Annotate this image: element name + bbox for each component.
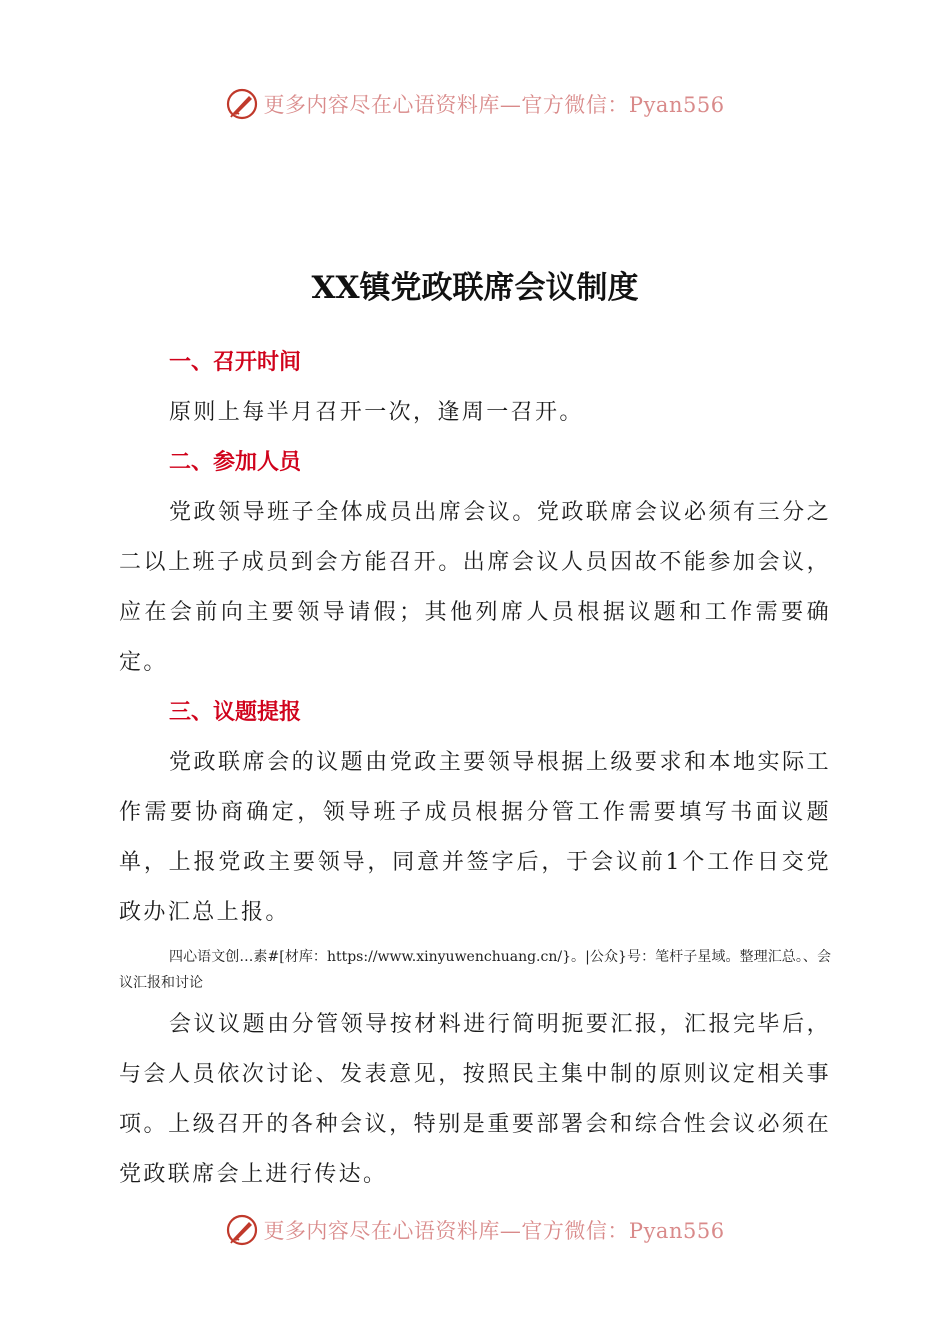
section-paragraph: 党政联席会的议题由党政主要领导根据上级要求和本地实际工作需要协商确定，领导班子成员根据分管工作需要填写书面议题单，上报党政主要领导，同意并签字后，于会议前1个工作日交党政办汇总上报。 bbox=[119, 750, 831, 925]
source-note: 四心语文创…素#[材库：https://www.xinyuwenchuang.cn/}。|公众}号：笔杆子星域。整理汇总。、会议汇报和讨论 bbox=[119, 949, 831, 991]
document-title: XX镇党政联席会议制度 bbox=[311, 270, 639, 306]
section-paragraph: 党政领导班子全体成员出席会议。党政联席会议必须有三分之二以上班子成员到会方能召开。出席会议人员因故不能参加会议，应在会前向主要领导请假；其他列席人员根据议题和工作需要确定。 bbox=[119, 500, 831, 675]
section-paragraph: 会议议题由分管领导按材料进行简明扼要汇报，汇报完毕后，与会人员依次讨论、发表意见，按照民主集中制的原则议定相关事项。上级召开的各种会议，特别是重要部署会和综合性会议必须在党政联席会上进行传达。 bbox=[119, 1012, 831, 1187]
banner-text: 更多内容尽在心语资料库—官方微信：Pyan556 bbox=[263, 1219, 725, 1243]
section-heading-agenda-submission: 三、议题提报 bbox=[169, 700, 302, 725]
section-heading-meeting-time: 一、召开时间 bbox=[169, 350, 302, 375]
section-paragraph: 原则上每半月召开一次，逢周一召开。 bbox=[169, 400, 584, 425]
footer-banner bbox=[0, 1208, 950, 1252]
header-banner bbox=[0, 82, 950, 126]
pen-logo-icon bbox=[225, 87, 259, 121]
pen-logo-icon bbox=[225, 1213, 259, 1247]
banner-text: 更多内容尽在心语资料库—官方微信：Pyan556 bbox=[263, 93, 725, 117]
document-body bbox=[119, 338, 831, 1200]
section-heading-attendees: 二、参加人员 bbox=[169, 450, 302, 475]
